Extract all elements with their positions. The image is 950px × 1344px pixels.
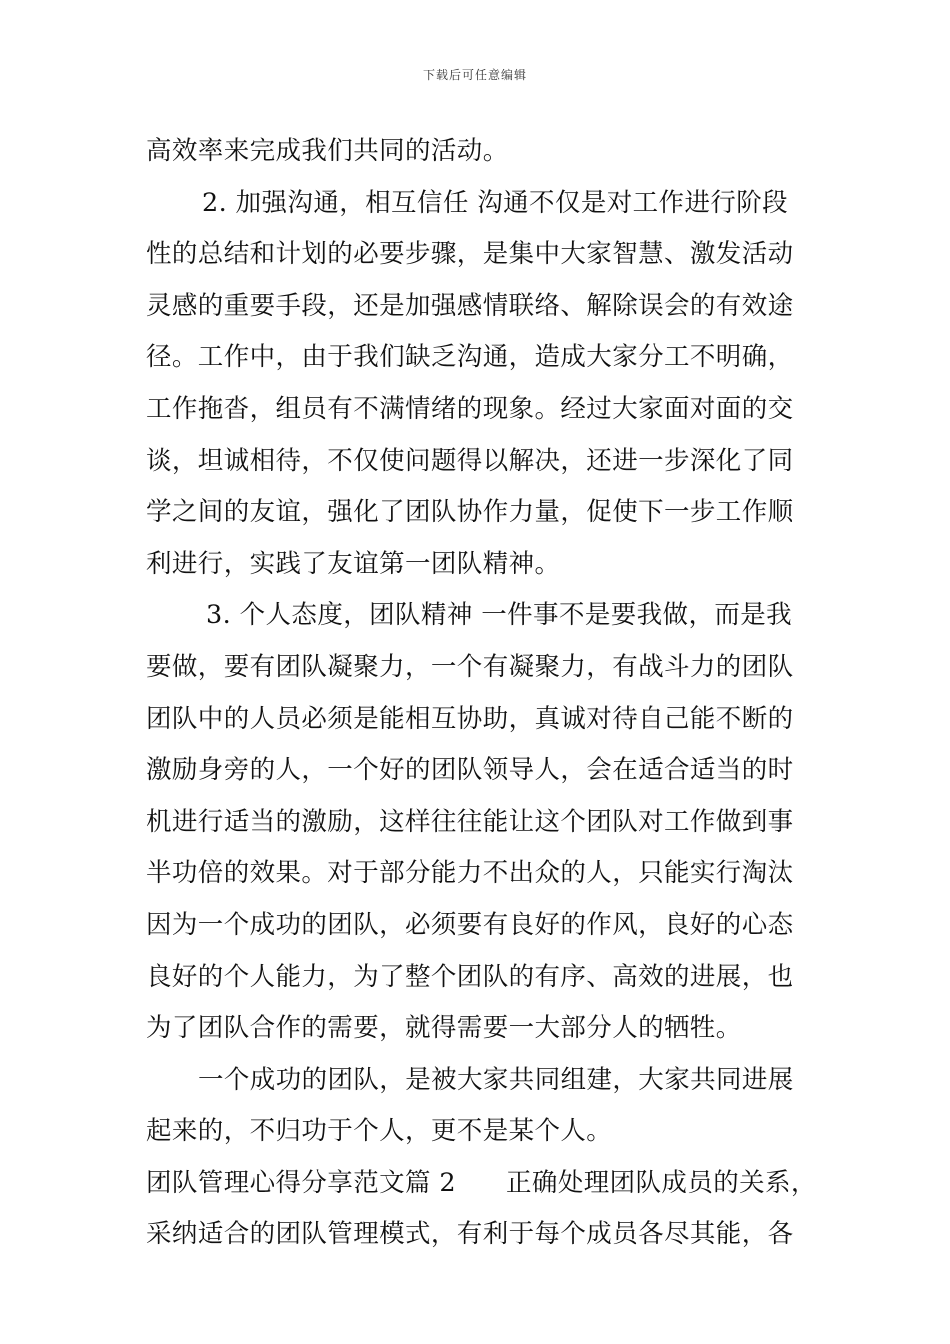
paragraph-line: 团队中的人员必须是能相互协助，真诚对待自己能不断的 (146, 703, 794, 734)
paragraph-line: 利进行，实践了友谊第一团队精神。 (146, 548, 561, 579)
document-body (146, 126, 817, 1261)
paragraph-line: 径。工作中，由于我们缺乏沟通，造成大家分工不明确， (146, 342, 794, 373)
paragraph-line: 3. 个人态度，团队精神 一件事不是要我做，而是我 (206, 600, 793, 631)
paragraph-line: 学之间的友谊，强化了团队协作力量，促使下一步工作顺 (146, 497, 794, 528)
paragraph-line: 谈，坦诚相待，不仅使问题得以解决，还进一步深化了同 (146, 445, 794, 476)
paragraph-line: 灵感的重要手段，还是加强感情联络、解除误会的有效途 (146, 290, 794, 321)
section-intro: 正确处理团队成员的关系， (506, 1167, 817, 1198)
paragraph-line: 因为一个成功的团队，必须要有良好的作风，良好的心态 (146, 909, 794, 940)
page-header: 下载后可任意编辑 (422, 68, 527, 82)
paragraph-line: 高效率来完成我们共同的活动。 (146, 136, 509, 166)
paragraph-line: 半功倍的效果。对于部分能力不出众的人，只能实行淘汰 (146, 858, 794, 889)
paragraph-line: 采纳适合的团队管理模式，有利于每个成员各尽其能，各 (146, 1219, 794, 1250)
paragraph-line: 良好的个人能力，为了整个团队的有序、高效的进展，也 (146, 961, 794, 992)
section-title: 团队管理心得分享范文篇 2 (146, 1167, 457, 1198)
paragraph-line: 机进行适当的激励，这样往往能让这个团队对工作做到事 (146, 806, 794, 837)
paragraph-line: 起来的，不归功于个人，更不是某个人。 (146, 1116, 613, 1147)
paragraph-line: 一个成功的团队，是被大家共同组建，大家共同进展 (198, 1064, 794, 1095)
paragraph-line: 为了团队合作的需要，就得需要一大部分人的牺牲。 (146, 1013, 742, 1044)
section-heading-line (146, 1158, 817, 1210)
paragraph-line: 要做，要有团队凝聚力，一个有凝聚力，有战斗力的团队 (146, 651, 794, 682)
paragraph-line: 2. 加强沟通，相互信任 沟通不仅是对工作进行阶段 (202, 187, 789, 218)
paragraph-line: 工作拖沓，组员有不满情绪的现象。经过大家面对面的交 (146, 393, 794, 424)
paragraph-line: 激励身旁的人，一个好的团队领导人，会在适合适当的时 (146, 755, 794, 786)
paragraph-line: 性的总结和计划的必要步骤，是集中大家智慧、激发活动 (146, 239, 794, 270)
